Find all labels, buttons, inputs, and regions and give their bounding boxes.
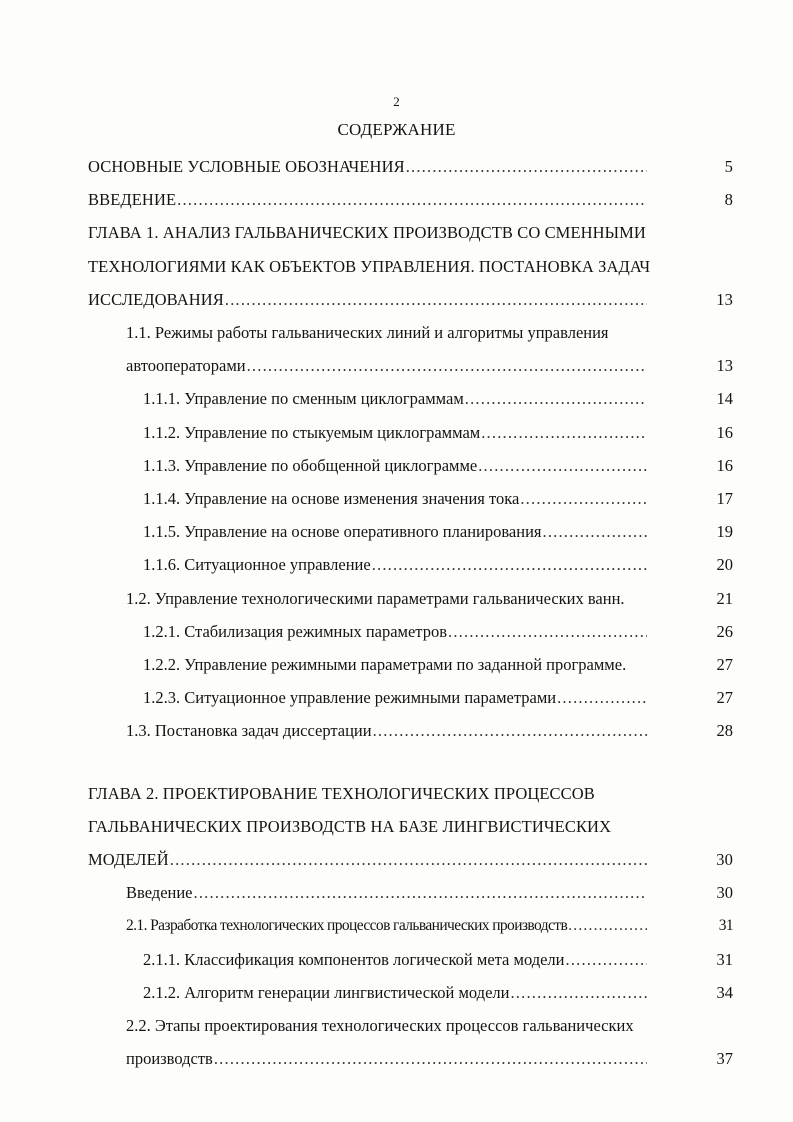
toc-entry-last-line — [143, 382, 649, 415]
toc-entry — [126, 909, 733, 942]
toc-entry — [126, 714, 733, 747]
toc-entry-label: производств — [126, 1049, 213, 1069]
toc-entry-label: 1.2.3. Ситуационное управление режимными параметрами — [143, 688, 557, 708]
dot-leader — [177, 183, 647, 216]
dot-leader — [373, 714, 647, 747]
toc-entry — [143, 681, 733, 714]
toc-entry-text — [143, 648, 733, 681]
toc-entry-last-line — [126, 582, 649, 615]
toc-entry-last-line — [126, 909, 649, 942]
toc-entry-last-line — [143, 416, 649, 449]
dot-leader — [543, 515, 648, 548]
toc-entry-label: 2.1. Разработка технологических процессов гальванических производств — [126, 917, 568, 935]
toc-entry-text — [143, 382, 733, 415]
toc-page-number: 30 — [716, 883, 733, 903]
toc-entry — [143, 548, 733, 581]
toc-entry — [143, 382, 733, 415]
toc-page-number: 16 — [716, 455, 733, 475]
toc-entry-line: 2.2. Этапы проектирования технологических процессов гальванических — [126, 1016, 634, 1036]
dot-leader — [557, 681, 647, 714]
toc-entry-line: ГЛАВА 1. АНАЛИЗ ГАЛЬВАНИЧЕСКИХ ПРОИЗВОДСТВ СО СМЕННЫМИ — [88, 223, 646, 243]
toc-entry — [88, 150, 733, 183]
toc-entry-last-line — [88, 150, 649, 183]
toc-entry-line: ТЕХНОЛОГИЯМИ КАК ОБЪЕКТОВ УПРАВЛЕНИЯ. ПОСТАНОВКА ЗАДАЧ — [88, 256, 651, 276]
toc-entry-label: 2.1.1. Классификация компонентов логической мета модели — [143, 949, 565, 969]
toc-entry-last-line — [126, 349, 649, 382]
toc-entry — [88, 183, 733, 216]
dot-leader — [225, 283, 647, 316]
toc-entry — [126, 582, 733, 615]
toc-entry-label: 1.1.4. Управление на основе изменения значения тока — [143, 489, 520, 509]
toc-entry-last-line — [126, 876, 649, 909]
toc-page-number: 26 — [716, 621, 733, 641]
toc-entry-label: автооператорами — [126, 356, 246, 376]
dot-leader — [372, 548, 647, 581]
toc-entry-line: ГАЛЬВАНИЧЕСКИХ ПРОИЗВОДСТВ НА БАЗЕ ЛИНГВИСТИЧЕСКИХ — [88, 816, 612, 836]
toc-page-number: 17 — [716, 489, 733, 509]
toc-entry-text — [143, 681, 733, 714]
dot-leader — [247, 349, 647, 382]
toc-page-number: 21 — [716, 588, 733, 608]
toc-entry — [88, 216, 733, 316]
toc-entry-text — [126, 909, 733, 942]
toc-entry-text — [143, 482, 733, 515]
toc-entry — [126, 876, 733, 909]
toc-entry-text — [88, 183, 733, 216]
toc-entry — [143, 943, 733, 976]
dot-leader — [406, 150, 647, 183]
toc-entry-text — [126, 714, 733, 747]
toc-entry-label: 1.1.1. Управление по сменным циклограммам — [143, 389, 464, 409]
toc-entry-last-line — [143, 449, 649, 482]
toc-page-number: 16 — [716, 422, 733, 442]
toc-entry-text — [143, 548, 733, 581]
dot-leader — [214, 1042, 647, 1075]
toc-entry — [143, 648, 733, 681]
toc-entry-text — [143, 449, 733, 482]
toc-entry-label: Введение — [126, 883, 193, 903]
toc-entry-text — [143, 515, 733, 548]
toc-page-number: 31 — [718, 917, 733, 935]
toc-entry — [143, 449, 733, 482]
toc-entry-label: 1.1.6. Ситуационное управление — [143, 555, 371, 575]
toc-entry-text — [143, 943, 733, 976]
toc-entry-label: 1.2. Управление технологическими параметрами гальванических ванн. — [126, 588, 625, 608]
dot-leader — [448, 615, 647, 648]
toc-entry — [126, 1009, 733, 1075]
toc-entry-text — [143, 615, 733, 648]
toc-entry-label: ОСНОВНЫЕ УСЛОВНЫЕ ОБОЗНАЧЕНИЯ — [88, 157, 405, 176]
toc-entry-last-line — [143, 976, 649, 1009]
dot-leader — [510, 976, 647, 1009]
toc-entry-label: 1.2.1. Стабилизация режимных параметров — [143, 621, 448, 641]
toc-entry-label: МОДЕЛЕЙ — [88, 850, 169, 870]
dot-leader — [194, 876, 647, 909]
toc-entry-last-line — [88, 183, 649, 216]
dot-leader — [568, 909, 647, 942]
toc-page-number: 13 — [716, 289, 733, 309]
toc-entry-last-line — [88, 843, 649, 876]
toc-entry — [126, 316, 733, 382]
table-of-contents — [88, 150, 733, 1075]
toc-entry-text — [143, 976, 733, 1009]
toc-entry-label: ВВЕДЕНИЕ — [88, 190, 177, 210]
toc-page-number: 13 — [716, 356, 733, 376]
toc-entry — [88, 777, 733, 877]
toc-entry-last-line — [143, 615, 649, 648]
toc-entry — [143, 615, 733, 648]
toc-page-number: 34 — [716, 982, 733, 1002]
toc-entry-text — [126, 876, 733, 909]
dot-leader — [520, 482, 647, 515]
toc-entry-line: 1.1. Режимы работы гальванических линий и алгоритмы управления — [126, 323, 609, 343]
dot-leader — [478, 449, 647, 482]
toc-entry-last-line — [143, 482, 649, 515]
toc-entry-line: ГЛАВА 2. ПРОЕКТИРОВАНИЕ ТЕХНОЛОГИЧЕСКИХ ПРОЦЕССОВ — [88, 783, 595, 803]
toc-entry-label: 1.3. Постановка задач диссертации — [126, 721, 372, 741]
toc-entry-last-line — [143, 648, 649, 681]
toc-entry-last-line — [126, 714, 649, 747]
toc-page-number: 20 — [716, 555, 733, 575]
toc-page-number: 8 — [724, 190, 733, 210]
toc-entry-label: 2.1.2. Алгоритм генерации лингвистической модели — [143, 982, 510, 1002]
toc-entry — [143, 416, 733, 449]
dot-leader — [465, 382, 647, 415]
toc-entry-last-line — [143, 515, 649, 548]
toc-entry — [143, 515, 733, 548]
toc-page-number: 5 — [724, 157, 733, 176]
toc-entry-label: ИССЛЕДОВАНИЯ — [88, 289, 224, 309]
toc-page-number: 19 — [716, 522, 733, 542]
toc-entry-last-line — [126, 1042, 649, 1075]
toc-entry-last-line — [143, 943, 649, 976]
toc-entry-text — [126, 582, 733, 615]
toc-entry — [143, 976, 733, 1009]
toc-entry-last-line — [143, 548, 649, 581]
dot-leader — [170, 843, 647, 876]
toc-title: СОДЕРЖАНИЕ — [337, 120, 456, 139]
toc-page-number: 28 — [716, 721, 733, 741]
toc-page-number: 31 — [716, 949, 733, 969]
toc-page-number: 37 — [716, 1049, 733, 1069]
toc-entry-text — [126, 316, 733, 382]
toc-entry-text — [88, 216, 733, 316]
toc-page-number: 30 — [716, 850, 733, 870]
toc-entry-label: 1.1.2. Управление по стыкуемым циклограммам — [143, 422, 481, 442]
toc-entry-last-line — [143, 681, 649, 714]
toc-entry-text — [88, 777, 733, 877]
dot-leader — [481, 416, 647, 449]
toc-page-number: 27 — [716, 655, 733, 675]
toc-entry-text — [143, 416, 733, 449]
toc-entry-text — [88, 150, 733, 183]
page-number: 2 — [393, 94, 400, 109]
toc-page-number: 14 — [716, 389, 733, 409]
toc-entry-text — [126, 1009, 733, 1075]
dot-leader — [566, 943, 648, 976]
toc-page-number: 27 — [716, 688, 733, 708]
toc-entry-label: 1.2.2. Управление режимными параметрами по заданной программе. — [143, 655, 627, 675]
toc-entry-last-line — [88, 283, 649, 316]
toc-entry — [143, 482, 733, 515]
toc-entry-label: 1.1.5. Управление на основе оперативного планирования — [143, 522, 542, 542]
toc-entry-label: 1.1.3. Управление по обобщенной циклограмме — [143, 455, 478, 475]
